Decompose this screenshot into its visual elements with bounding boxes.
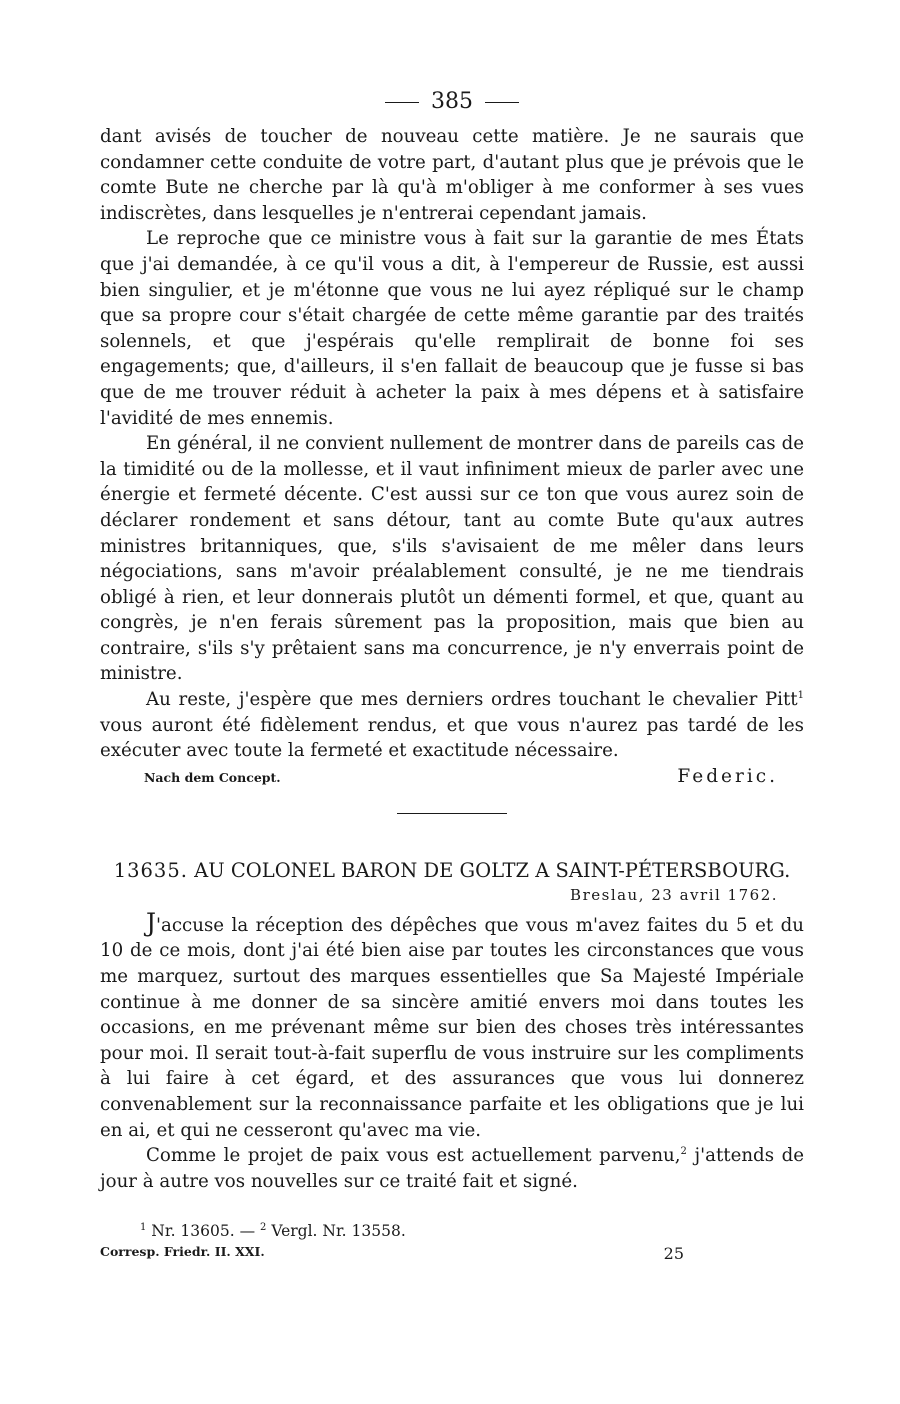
paragraph-text: j'attends de jour à autre vos nouvelles sur ce traité fait et signé. — [100, 1145, 804, 1192]
paragraph-text: 'accuse la réception des dépêches que vous m'avez faites du 5 et du 10 de ce mois, dont j'ai été bien aise par toutes les circonstances que vous me marquez, surtout des marques essentielles que Sa Majesté Impériale continue à me donner de sa sincère amitié envers moi dans toutes les occasions, en me prévenant même sur bien des choses très intéressantes pour moi. Il serait tout-à-fait superflu de vous instruire sur les compliments à lui faire à cet égard, et des assurances que vous lui donnerez convenablement sur la reconnaissance parfaite et les obligations que je lui en ai, et qui ne cesseront qu'avec ma vie. — [100, 914, 804, 1141]
signature: Federic. — [677, 765, 778, 787]
collection-label: Corresp. Friedr. II. XXI. — [100, 1244, 265, 1260]
footnote-line — [140, 1220, 804, 1242]
paragraph — [100, 687, 804, 764]
dateline: Breslau, 23 avril 1762. — [570, 885, 778, 904]
paragraph: Le reproche que ce ministre vous à fait sur la garantie de mes États que j'ai demandée, à ce qu'il vous a dit, à l'empereur de Russie, est aussi bien singulier, et je m'étonne que vous ne lui ayez répliqué sur le champ que sa propre cour s'était chargée de cette même garantie par des traités solennels, et que j'espérais qu'elle remplirait de bonne foi ses engagements; que, d'ailleurs, il s'en fallait de beaucoup que je fusse si bas que de me trouver réduit à acheter la paix à mes dépens et à satisfaire l'avidité de mes ennemis. — [100, 228, 804, 429]
header-dash-right — [485, 102, 519, 103]
page — [100, 86, 804, 1263]
letter-title: AU COLONEL BARON DE GOLTZ A SAINT-PÉTERSBOURG. — [194, 858, 791, 882]
paragraph: En général, il ne convient nullement de montrer dans de pareils cas de la timidité ou de la mollesse, et il vaut infiniment mieux de parler avec une énergie et fermeté décente. C'est aussi sur ce ton que vous aurez soin de déclarer rondement et sans détour, tant au comte Bute qu'aux autres ministres britanniques, que, s'ils s'avisaient de me mêler dans leurs négociations, sans m'avoir préalablement consulté, je ne me tiendrais obligé à rien, et leur donnerais plutôt un démenti formel, et que, quant au congrès, je n'en ferais sûrement pas la proposition, mais que bien au contraire, s'ils s'y prêtaient sans ma concurrence, je n'y enverrais point de ministre. — [100, 433, 804, 685]
footnote-ref: 1 — [797, 690, 804, 701]
footnote-mark: 1 — [140, 1222, 147, 1234]
signature-row — [100, 766, 804, 787]
paragraph: dant avisés de toucher de nouveau cette matière. Je ne saurais que condamner cette conduite de votre part, d'autant plus que je prévois que le comte Bute ne cherche par là qu'à m'obliger à me conformer à ses vues indiscrètes, dans lesquelles je n'entrerai cependant jamais. — [100, 126, 804, 224]
letter-1 — [100, 124, 804, 787]
page-header — [100, 86, 804, 118]
sheet-number: 25 — [663, 1244, 684, 1264]
source-note: Nach dem Concept. — [144, 769, 281, 785]
paragraph-text: vous auront été fidèlement rendus, et que vous n'aurez pas tardé de les exécuter avec toute la fermeté et exactitude nécessaire. — [100, 714, 804, 762]
letter-heading — [100, 858, 804, 884]
footnote-ref: 2 — [680, 1146, 687, 1158]
page-number: 385 — [431, 89, 473, 114]
paragraph — [100, 907, 804, 1143]
page-footer — [100, 1244, 804, 1263]
paragraph-text: Au reste, j'espère que mes derniers ordres touchant le chevalier Pitt — [146, 689, 798, 711]
footnote-mark: 2 — [260, 1222, 267, 1234]
footnote-text: Vergl. Nr. 13558. — [266, 1222, 406, 1241]
paragraph-text: Comme le projet de paix vous est actuellement parvenu, — [146, 1145, 681, 1167]
drop-cap: J — [146, 907, 157, 937]
section-divider — [397, 813, 507, 814]
letter-number: 13635. — [113, 858, 188, 882]
footnotes — [100, 1220, 804, 1263]
footnote-text: Nr. 13605. — — [146, 1222, 261, 1241]
letter-2 — [100, 858, 804, 1195]
paragraph — [100, 1143, 804, 1194]
header-dash-left — [385, 102, 419, 103]
